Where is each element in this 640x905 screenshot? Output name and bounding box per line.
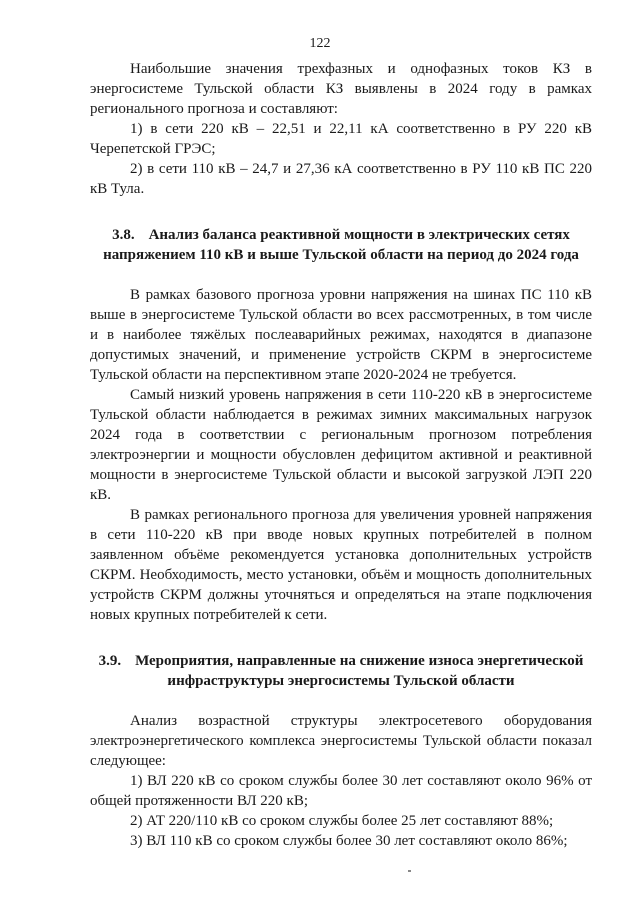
section-number: 3.9. — [98, 653, 122, 669]
scan-mark — [408, 870, 411, 872]
list-item-vl-220: 1) ВЛ 220 кВ со сроком службы более 30 лет составляют около 96% от общей протяженности ВЛ 220 кВ; — [90, 773, 592, 809]
section-title: Мероприятия, направленные на снижение износа энергетической инфраструктуры энергосистемы Тульской области — [135, 653, 584, 689]
list-item-110kv: 2) в сети 110 кВ – 24,7 и 27,36 кА соответственно в РУ 110 кВ ПС 220 кВ Тула. — [90, 161, 592, 197]
list-item-220kv: 1) в сети 220 кВ – 22,51 и 22,11 кА соответственно в РУ 220 кВ Черепетской ГРЭС; — [90, 121, 592, 157]
paragraph-skrm-recommendation: В рамках регионального прогноза для увеличения уровней напряжения в сети 110-220 кВ при вводе новых крупных потребителей в полном заявленном объёме рекомендуется установка дополнительных устройств СКРМ. Необходимость, место установки, объём и мощность дополнительных устройств СКРМ должны уточняться и определяться на этапе подключения новых крупных потребителей к сети. — [90, 507, 592, 623]
document-body — [90, 59, 592, 851]
section-number: 3.8. — [112, 227, 135, 243]
list-item-at-220-110: 2) АТ 220/110 кВ со сроком службы более 25 лет составляют 88%; — [130, 813, 554, 829]
section-heading-3-8 — [90, 225, 592, 265]
section-heading-3-9 — [90, 651, 592, 691]
paragraph-lowest-voltage: Самый низкий уровень напряжения в сети 110-220 кВ в энергосистеме Тульской области наблюдается в режимах зимних максимальных нагрузок 2024 года в соответствии с региональным прогнозом потребления электроэнергии и мощности обусловлен дефицитом активной и реактивной мощности в энергосистеме Тульской области и высокой загрузкой ЛЭП 220 кВ. — [90, 387, 592, 503]
paragraph-short-circuit-intro: Наибольшие значения трехфазных и однофазных токов КЗ в энергосистеме Тульской области КЗ выявлены в 2024 году в рамках регионального прогноза и составляют: — [90, 61, 592, 117]
section-title: Анализ баланса реактивной мощности в электрических сетях напряжением 110 кВ и выше Тульской области на период до 2024 года — [103, 227, 579, 263]
list-item-vl-110: 3) ВЛ 110 кВ со сроком службы более 30 лет составляют около 86%; — [130, 833, 568, 849]
paragraph-voltage-levels: В рамках базового прогноза уровни напряжения на шинах ПС 110 кВ выше в энергосистеме Тульской области во всех рассмотренных, в том числе и в наиболее тяжёлых послеаварийных режимах, находятся в диапазоне допустимых значений, и применение устройств СКРМ в энергосистеме Тульской области на перспективном этапе 2020-2024 не требуется. — [90, 287, 592, 383]
paragraph-age-analysis: Анализ возрастной структуры электросетевого оборудования электроэнергетического комплекса энергосистемы Тульской области показал следующее: — [90, 713, 592, 769]
page-number: 122 — [309, 36, 331, 51]
